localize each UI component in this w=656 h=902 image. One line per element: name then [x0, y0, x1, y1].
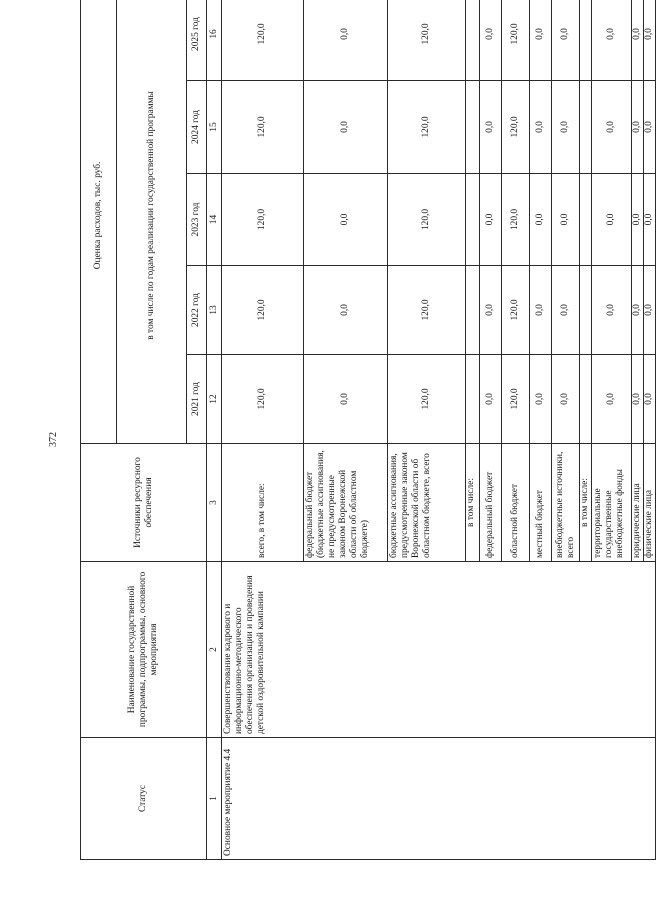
header-name: Наименование государственной программы, подпрограммы, основного мероприятия	[81, 562, 207, 738]
value-cell: 0,0	[644, 174, 656, 266]
measure-name-cell: Совершенствование кадрового и информационно-методического обеспечения организации и проведения детской оздоровительной кампании	[222, 562, 656, 738]
header-year: 2023 год	[187, 174, 207, 266]
value-cell: 0,0	[552, 355, 580, 444]
value-cell: 0,0	[480, 0, 502, 81]
value-cell: 0,0	[592, 81, 632, 174]
value-cell: 120,0	[502, 266, 530, 355]
value-cell: 120,0	[502, 81, 530, 174]
value-cell: 0,0	[552, 0, 580, 81]
value-cell: 0,0	[632, 266, 644, 355]
header-source: Источники ресурсного обеспечения	[81, 444, 207, 562]
table-row	[222, 0, 304, 860]
value-cell: 120,0	[222, 81, 304, 174]
value-cell	[466, 0, 480, 81]
value-cell: 0,0	[530, 174, 552, 266]
header-year: 2024 год	[187, 81, 207, 174]
source-cell: местный бюджет	[530, 444, 552, 562]
col-number: 3	[207, 444, 222, 562]
value-cell: 0,0	[644, 0, 656, 81]
header-year: 2022 год	[187, 266, 207, 355]
value-cell: 0,0	[592, 355, 632, 444]
value-cell	[580, 174, 592, 266]
source-cell: физические лица	[644, 444, 656, 562]
value-cell: 120,0	[502, 0, 530, 81]
value-cell: 0,0	[644, 355, 656, 444]
value-cell: 120,0	[222, 0, 304, 81]
value-cell: 0,0	[304, 266, 388, 355]
value-cell: 0,0	[592, 266, 632, 355]
header-year: 2025 год	[187, 0, 207, 81]
value-cell: 0,0	[480, 174, 502, 266]
header-status: Статус	[81, 738, 207, 860]
value-cell: 120,0	[222, 355, 304, 444]
source-cell: бюджетные ассигнования, предусмотренные законом Воронежской области об областном бюджете, всего	[388, 444, 466, 562]
budget-table	[80, 0, 656, 860]
value-cell: 0,0	[632, 355, 644, 444]
value-cell: 0,0	[304, 0, 388, 81]
value-cell: 120,0	[222, 174, 304, 266]
source-cell: федеральный бюджет (бюджетные ассигнования, не предусмотренные законом Воронежской области об областном бюджете)	[304, 444, 388, 562]
value-cell: 0,0	[530, 355, 552, 444]
value-cell: 0,0	[644, 81, 656, 174]
value-cell	[466, 355, 480, 444]
value-cell: 120,0	[388, 266, 466, 355]
value-cell	[466, 81, 480, 174]
value-cell: 0,0	[304, 174, 388, 266]
value-cell: 120,0	[502, 174, 530, 266]
value-cell	[466, 266, 480, 355]
value-cell: 120,0	[388, 355, 466, 444]
status-cell: Основное мероприятие 4.4	[222, 738, 656, 860]
col-number: 15	[207, 81, 222, 174]
source-cell: территориальные государственные внебюджетные фонды	[592, 444, 632, 562]
value-cell: 0,0	[632, 0, 644, 81]
page-number-text: 372	[47, 431, 59, 447]
value-cell: 0,0	[632, 174, 644, 266]
col-number: 1	[207, 738, 222, 860]
rotated-page	[80, 0, 654, 902]
value-cell: 0,0	[552, 174, 580, 266]
header-year: 2021 год	[187, 355, 207, 444]
value-cell: 0,0	[480, 81, 502, 174]
col-number: 2	[207, 562, 222, 738]
page-number	[46, 424, 60, 454]
col-number: 13	[207, 266, 222, 355]
value-cell: 120,0	[222, 266, 304, 355]
value-cell: 0,0	[552, 266, 580, 355]
value-cell: 0,0	[530, 0, 552, 81]
value-cell: 0,0	[644, 266, 656, 355]
value-cell	[466, 174, 480, 266]
source-cell: внебюджетные источники, всего	[552, 444, 580, 562]
value-cell: 0,0	[480, 355, 502, 444]
col-number: 14	[207, 174, 222, 266]
value-cell	[580, 266, 592, 355]
value-cell	[580, 81, 592, 174]
value-cell: 0,0	[592, 174, 632, 266]
value-cell: 0,0	[592, 0, 632, 81]
value-cell: 0,0	[632, 81, 644, 174]
col-number: 12	[207, 355, 222, 444]
value-cell: 0,0	[530, 81, 552, 174]
value-cell	[580, 355, 592, 444]
value-cell: 0,0	[480, 266, 502, 355]
value-cell: 0,0	[552, 81, 580, 174]
source-cell: федеральный бюджет	[480, 444, 502, 562]
value-cell: 0,0	[304, 81, 388, 174]
source-cell: в том числе:	[580, 444, 592, 562]
header-estimate: Оценка расходов, тыс. руб.	[81, 0, 117, 444]
source-cell: областной бюджет	[502, 444, 530, 562]
value-cell: 0,0	[304, 355, 388, 444]
col-number: 16	[207, 0, 222, 81]
value-cell: 0,0	[530, 266, 552, 355]
source-cell: в том числе:	[466, 444, 480, 562]
source-cell: юридические лица	[632, 444, 644, 562]
value-cell: 120,0	[388, 81, 466, 174]
value-cell	[580, 0, 592, 81]
value-cell: 120,0	[388, 0, 466, 81]
value-cell: 120,0	[388, 174, 466, 266]
header-including: в том числе по годам реализации государственной программы	[117, 0, 187, 444]
source-cell: всего, в том числе:	[222, 444, 304, 562]
value-cell: 120,0	[502, 355, 530, 444]
